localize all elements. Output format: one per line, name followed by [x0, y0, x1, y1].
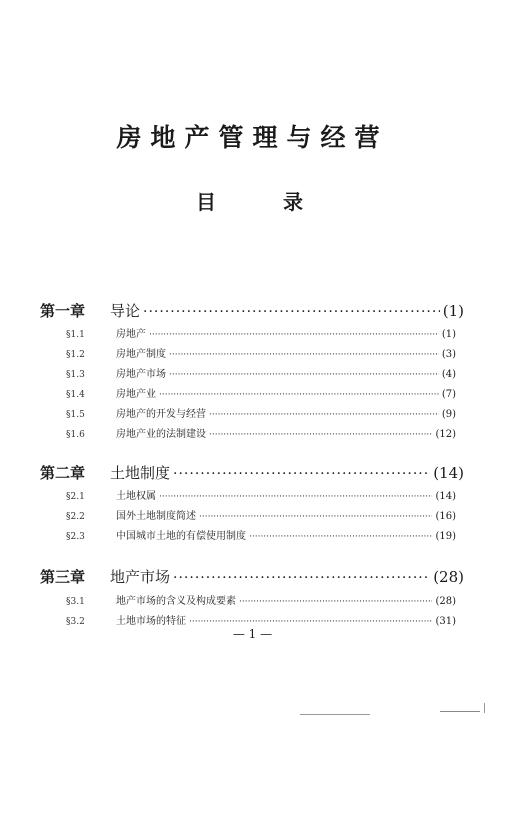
- chapter-entry: [40, 300, 464, 322]
- section-page: (3): [441, 349, 456, 360]
- chapter-title: 导论: [110, 302, 141, 320]
- dot-leader: [159, 492, 432, 502]
- chapter-title: 地产市场: [110, 568, 171, 586]
- section-number: §1.1: [66, 330, 85, 340]
- section-entry: [66, 507, 456, 525]
- section-entry: [66, 345, 456, 363]
- section-number: §1.3: [66, 370, 85, 380]
- chapter-number: 第二章: [40, 464, 86, 482]
- section-number: §3.2: [66, 617, 85, 627]
- toc-heading: 目 录: [196, 190, 333, 214]
- section-title: 土地市场的特征: [116, 616, 186, 627]
- section-title: 房地产业的法制建设: [116, 429, 206, 440]
- scan-artifact: [300, 714, 370, 715]
- section-page: (14): [435, 491, 456, 502]
- chapter-page: (1): [442, 302, 464, 320]
- section-entry: [66, 325, 456, 343]
- section-entry: [66, 425, 456, 443]
- section-number: §2.1: [66, 492, 85, 502]
- section-number: §1.2: [66, 350, 85, 360]
- chapter-page: (28): [433, 568, 464, 586]
- section-page: (4): [441, 369, 456, 380]
- section-title: 房地产的开发与经营: [116, 409, 206, 420]
- section-entry: [66, 385, 456, 403]
- dot-leader: [169, 350, 439, 360]
- section-title: 地产市场的含义及构成要素: [116, 596, 236, 607]
- chapter-entry: [40, 566, 464, 588]
- section-title: 中国城市土地的有偿使用制度: [116, 531, 246, 542]
- dot-leader: [159, 390, 439, 400]
- dot-leader: [173, 466, 430, 482]
- chapter-entry: [40, 462, 464, 484]
- section-page: (16): [435, 511, 456, 522]
- section-title: 国外土地制度简述: [116, 511, 196, 522]
- section-number: §3.1: [66, 597, 85, 607]
- dot-leader: [239, 597, 432, 607]
- section-page: (31): [435, 616, 456, 627]
- section-number: §2.2: [66, 512, 85, 522]
- section-page: (28): [435, 596, 456, 607]
- dot-leader: [209, 430, 432, 440]
- section-entry: [66, 365, 456, 383]
- section-number: §2.3: [66, 532, 85, 542]
- chapter-title: 土地制度: [110, 464, 171, 482]
- section-page: (19): [435, 531, 456, 542]
- section-entry: [66, 487, 456, 505]
- page-number: — 1 —: [232, 627, 273, 641]
- dot-leader: [169, 370, 439, 380]
- section-title: 土地权属: [116, 491, 156, 502]
- section-title: 房地产: [116, 329, 146, 340]
- section-entry: [66, 527, 456, 545]
- section-page: (9): [441, 409, 456, 420]
- dot-leader: [209, 410, 439, 420]
- book-title: 房地产管理与经营: [116, 123, 389, 152]
- section-title: 房地产制度: [116, 349, 166, 360]
- dot-leader: [143, 304, 440, 320]
- chapter-number: 第三章: [40, 568, 86, 586]
- dot-leader: [249, 532, 432, 542]
- dot-leader: [189, 617, 432, 627]
- section-title: 房地产业: [116, 389, 156, 400]
- dot-leader: [199, 512, 432, 522]
- chapter-number: 第一章: [40, 302, 86, 320]
- section-page: (12): [435, 429, 456, 440]
- dot-leader: [173, 570, 430, 586]
- scan-artifact: [484, 703, 485, 713]
- section-number: §1.5: [66, 410, 85, 420]
- section-number: §1.6: [66, 430, 85, 440]
- chapter-page: (14): [433, 464, 464, 482]
- section-number: §1.4: [66, 390, 85, 400]
- section-page: (7): [441, 389, 456, 400]
- dot-leader: [149, 330, 439, 340]
- section-entry: [66, 592, 456, 610]
- scan-artifact: [440, 711, 480, 712]
- section-entry: [66, 405, 456, 423]
- section-title: 房地产市场: [116, 369, 166, 380]
- section-page: (1): [441, 329, 456, 340]
